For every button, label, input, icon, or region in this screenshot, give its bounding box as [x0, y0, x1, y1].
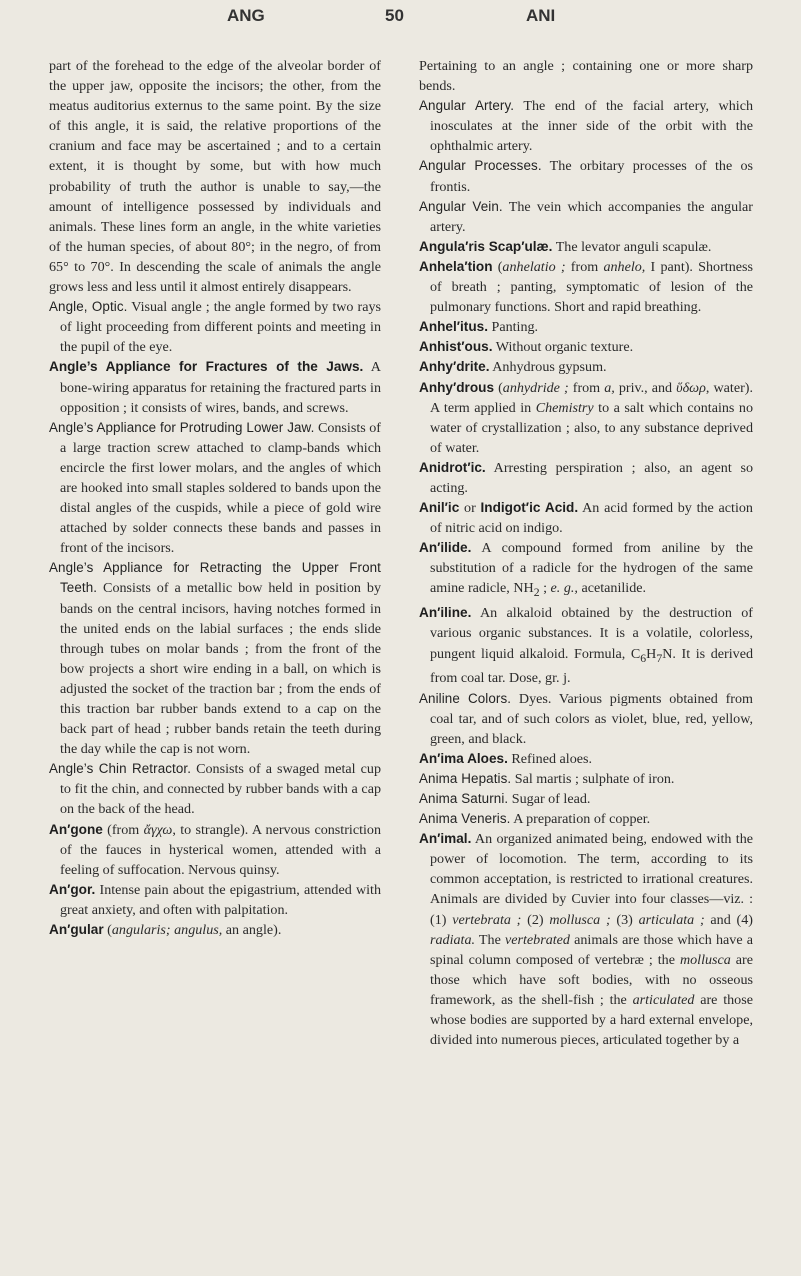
entry-anima-aloes: An′ima Aloes. Refined aloes. [419, 750, 593, 767]
headword: Angle, Optic. [49, 299, 128, 315]
headword: Anhist′ous. [419, 339, 493, 355]
entry-anhelitus: Anhel′itus. Panting. [419, 319, 539, 336]
entry-angles-appliance-retracting: Angle’s Appliance for Retracting the Upper Front Teeth. Consists of a metallic bow held in position by bands on the central incisors, having notches formed in the united ends on the labial surfaces ; the ends slide through tubes on molar bands ; from the front of the bow projects a short wire ending in a ball, on which is adjusted the socket of the traction bar ; from the ends of this traction bar rubber bands extend to a cap on the back part of head ; rubber bands retain the teeth during the day while the cap is not worn. [49, 560, 381, 758]
entry-angular-processes: Angular Processes. The orbitary processes of the os frontis. [419, 158, 753, 195]
headword: Anima Saturni. [419, 791, 509, 806]
entry-anilide: An′ilide. A compound formed from aniline by the substitution of a radicle for the hydrogen of the same amine radicle, $NH_2$ ; e. g., acetanilide. [419, 540, 753, 600]
entry-anhelation: Anhela′tion (anhelatio ; from anhelo, I pant). Shortness of breath ; panting, symptomatic of lesion of the pulmonary functions. Short and rapid breathing. [419, 258, 753, 316]
header-left-guideword: ANG [227, 6, 265, 25]
entry-anhistous: Anhist′ous. Without organic texture. [419, 339, 634, 356]
headword: Anhy′drous [419, 379, 495, 395]
entry-anima-veneris: Anima Veneris. A preparation of copper. [419, 811, 651, 828]
header-right-guideword: ANI [526, 6, 556, 25]
entry-angular: An′gular (angularis; angulus, an angle). [49, 922, 282, 939]
right-column [419, 56, 753, 1050]
entry-angular-artery: Angular Artery. The end of the facial artery, which inosculates at the inner side of the orbit with the ophthalmic artery. [419, 98, 753, 155]
entry-aniline: An′iline. An alkaloid obtained by the destruction of various organic substances. It is a volatile, colorless, pungent liquid alkaloid. Formula, $C_6H_7N$. It is derived from coal tar. Dose, gr. j. [419, 605, 753, 687]
headword: Angular Processes. [419, 158, 542, 174]
headword: Anhela′tion [419, 258, 493, 274]
entry-angularis-scapulae: Angula′ris Scap′ulæ. The levator anguli scapulæ. [419, 238, 712, 255]
entry-continuation: Pertaining to an angle ; containing one or more sharp bends. [419, 58, 753, 95]
entry-angles-appliance-fractures: Angle’s Appliance for Fractures of the Jaws. A bone-wiring apparatus for retaining the fractured parts in opposition ; it consists of wires, bands, and screws. [49, 359, 381, 416]
running-header [0, 6, 801, 36]
headword: Angle’s Appliance for Retracting the Upper Front Teeth. [49, 560, 381, 596]
entry-aniline-colors: Aniline Colors. Dyes. Various pigments obtained from coal tar, and of such colors as violet, blue, red, yellow, green, and black. [419, 690, 753, 747]
headword: An′iline. [419, 605, 472, 621]
entry-angles-appliance-protruding: Angle’s Appliance for Protruding Lower Jaw. Consists of a large traction screw attached to clamp-bands which encircle the first lower molars, and the angles of which are hooked into small staples soldered to bands upon the distal angles of the cuspids, while a piece of gold wire attached by solder connects these bands and passes in front of the incisors. [49, 419, 381, 557]
headword: Anhy′drite. [419, 359, 490, 375]
entry-anhydrite: Anhy′drite. Anhydrous gypsum. [419, 359, 607, 376]
headword: Angle’s Appliance for Fractures of the Jaws. [49, 359, 364, 375]
entry-angles-chin-retractor: Angle’s Chin Retractor. Consists of a swaged metal cup to fit the chin, and connected by rubber bands with a cap on the back of the head. [49, 761, 381, 818]
entry-angone: An′gone (from ἄγχω, to strangle). A nervous constriction of the fauces in hysterical women, attended with a feeling of suffocation. Nervous quinsy. [49, 821, 381, 878]
entry-continuation: part of the forehead to the edge of the alveolar border of the upper jaw, opposite the incisors; the other, from the meatus auditorius externus to the same point. By the size of this angle, it is said, the relative proportions of the cranium and face may be ascertained ; and to a certain extent, it is thought by some, but with how much probability of truth the author is unable to say,—the amount of intelligence possessed by individuals and animals. These lines form an angle, in the white varieties of the human species, of about 80°; in the negro, of from 65° to 70°. In descending the scale of animals the angle grows less and less until it almost entirely disappears. [49, 58, 381, 296]
headword: Anidrot′ic. [419, 459, 486, 475]
greek-word: ἄγχω [143, 821, 173, 838]
entry-anhydrous: Anhy′drous (anhydride ; from a, priv., and ὕδωρ, water). A term applied in Chemistry to a salt which contains no water of crystallization ; also, to any substance deprived of water. [419, 379, 753, 456]
headword: Anima Hepatis. [419, 770, 512, 786]
greek-word: ὕδωρ [676, 379, 706, 396]
entry-angular-vein: Angular Vein. The vein which accompanies the angular artery. [419, 198, 753, 235]
headword: Anhel′itus. [419, 319, 488, 335]
headword: An′ilide. [419, 540, 472, 556]
headword: An′gor. [49, 881, 96, 897]
headword: An′gone [49, 821, 103, 837]
left-column [49, 56, 381, 940]
entry-anidrotic: Anidrot′ic. Arresting perspiration ; also, an agent so acting. [419, 459, 753, 496]
headword: Angle’s Appliance for Protruding Lower Jaw. [49, 419, 315, 435]
headword: Angle’s Chin Retractor. [49, 761, 192, 777]
headword: Aniline Colors. [419, 690, 512, 706]
headword: An′ima Aloes. [419, 750, 508, 766]
headword: Anima Veneris. [419, 811, 511, 827]
headword: An′imal. [419, 831, 472, 847]
headword: Angular Vein. [419, 198, 503, 214]
entry-anilic-acid: Anil′ic or Indigot′ic Acid. An acid formed by the action of nitric acid on indigo. [419, 500, 753, 537]
page-number: 50 [385, 6, 404, 25]
entry-anima-hepatis: Anima Hepatis. Sal martis ; sulphate of iron. [419, 770, 675, 787]
headword: An′gular [49, 922, 104, 938]
headword: Angular Artery. [419, 98, 515, 114]
headword: Anil′ic [419, 500, 460, 516]
entry-animal: An′imal. An organized animated being, endowed with the power of locomotion. The term, according to its common acceptation, is restricted to irrational creatures. Animals are divided by Cuvier into four classes—viz. : (1) vertebrata ; (2) mollusca ; (3) articulata ; and (4) radiata. The vertebrated animals are those which have a spinal column composed of vertebræ ; the mollusca are those which have soft bodies, with no osseous framework, as the shell-fish ; the articulated are those whose bodies are supported by a hard external envelope, divided into numerous pieces, articulated together by a [419, 831, 754, 1049]
headword: Angula′ris Scap′ulæ. [419, 238, 553, 254]
entry-angor: An′gor. Intense pain about the epigastrium, attended with great anxiety, and often with palpitation. [49, 881, 381, 918]
entry-anima-saturni: Anima Saturni. Sugar of lead. [419, 791, 591, 807]
headword: Indigot′ic Acid. [480, 500, 579, 516]
entry-angle-optic: Angle, Optic. Visual angle ; the angle formed by two rays of light proceeding from different points and meeting in the pupil of the eye. [49, 299, 381, 356]
